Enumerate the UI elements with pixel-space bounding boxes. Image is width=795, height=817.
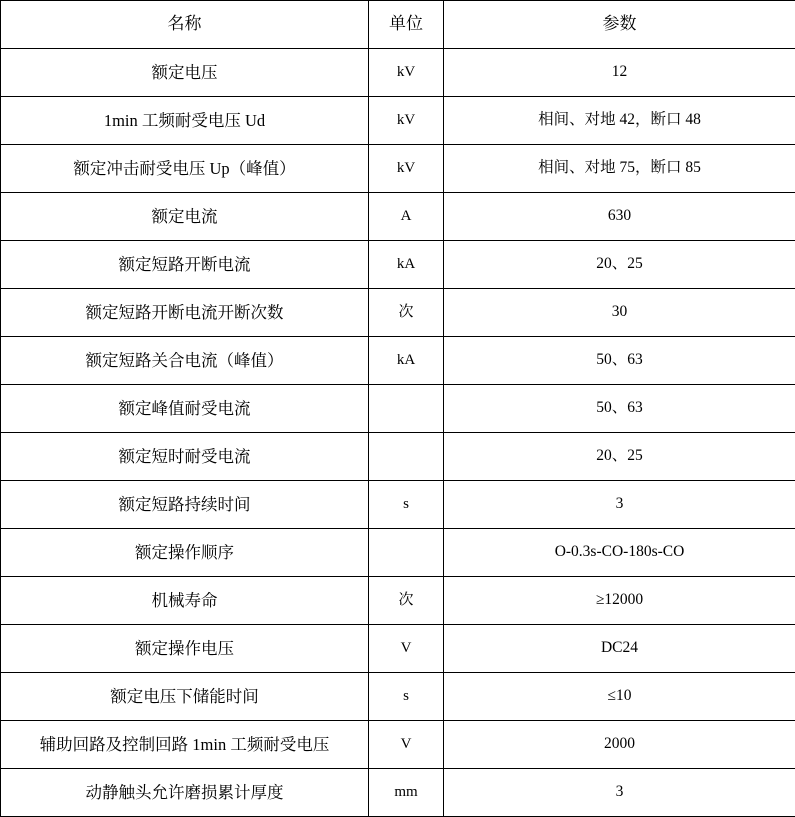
cell-unit — [369, 529, 444, 577]
column-header-unit: 单位 — [369, 1, 444, 49]
cell-parameter: O-0.3s-CO-180s-CO — [444, 529, 795, 577]
cell-unit: s — [369, 481, 444, 529]
cell-unit — [369, 385, 444, 433]
cell-parameter: 50、63 — [444, 385, 795, 433]
cell-name: 额定操作顺序 — [1, 529, 369, 577]
cell-unit: mm — [369, 769, 444, 817]
cell-name: 额定操作电压 — [1, 625, 369, 673]
column-header-name: 名称 — [1, 1, 369, 49]
column-header-parameter: 参数 — [444, 1, 795, 49]
cell-unit: V — [369, 721, 444, 769]
cell-parameter: DC24 — [444, 625, 795, 673]
cell-name: 1min 工频耐受电压 Ud — [1, 97, 369, 145]
table-row — [1, 241, 795, 289]
cell-parameter: 3 — [444, 481, 795, 529]
cell-unit: kA — [369, 337, 444, 385]
table-header-row — [1, 1, 795, 49]
table-row — [1, 481, 795, 529]
cell-name: 额定短路开断电流 — [1, 241, 369, 289]
table-row — [1, 193, 795, 241]
cell-name: 动静触头允许磨损累计厚度 — [1, 769, 369, 817]
cell-unit: A — [369, 193, 444, 241]
cell-parameter: 30 — [444, 289, 795, 337]
cell-parameter: 20、25 — [444, 241, 795, 289]
table-row — [1, 97, 795, 145]
cell-name: 额定短路关合电流（峰值） — [1, 337, 369, 385]
cell-name: 额定电压 — [1, 49, 369, 97]
table-row — [1, 49, 795, 97]
cell-unit: 次 — [369, 289, 444, 337]
cell-unit: kA — [369, 241, 444, 289]
cell-name: 额定电压下储能时间 — [1, 673, 369, 721]
table-row — [1, 145, 795, 193]
cell-unit — [369, 433, 444, 481]
table-row — [1, 721, 795, 769]
cell-name: 额定峰值耐受电流 — [1, 385, 369, 433]
table-row — [1, 289, 795, 337]
cell-parameter: 630 — [444, 193, 795, 241]
cell-parameter: 相间、对地 75，断口 85 — [444, 145, 795, 193]
cell-parameter: 20、25 — [444, 433, 795, 481]
table-row — [1, 433, 795, 481]
cell-name: 额定电流 — [1, 193, 369, 241]
cell-parameter: ≥12000 — [444, 577, 795, 625]
table-row — [1, 337, 795, 385]
table-body — [1, 49, 795, 817]
cell-parameter: 相间、对地 42，断口 48 — [444, 97, 795, 145]
cell-unit: kV — [369, 49, 444, 97]
cell-parameter: 12 — [444, 49, 795, 97]
cell-parameter: 50、63 — [444, 337, 795, 385]
cell-name: 辅助回路及控制回路 1min 工频耐受电压 — [1, 721, 369, 769]
cell-parameter: ≤10 — [444, 673, 795, 721]
cell-parameter: 3 — [444, 769, 795, 817]
cell-unit: kV — [369, 145, 444, 193]
cell-name: 额定短路持续时间 — [1, 481, 369, 529]
cell-parameter: 2000 — [444, 721, 795, 769]
cell-name: 额定短路开断电流开断次数 — [1, 289, 369, 337]
cell-name: 机械寿命 — [1, 577, 369, 625]
table-row — [1, 625, 795, 673]
table-header — [1, 1, 795, 49]
cell-name: 额定短时耐受电流 — [1, 433, 369, 481]
table-row — [1, 529, 795, 577]
cell-unit: 次 — [369, 577, 444, 625]
cell-unit: V — [369, 625, 444, 673]
cell-unit: s — [369, 673, 444, 721]
cell-name: 额定冲击耐受电压 Up（峰值） — [1, 145, 369, 193]
table-row — [1, 769, 795, 817]
table-row — [1, 385, 795, 433]
table-row — [1, 577, 795, 625]
cell-unit: kV — [369, 97, 444, 145]
